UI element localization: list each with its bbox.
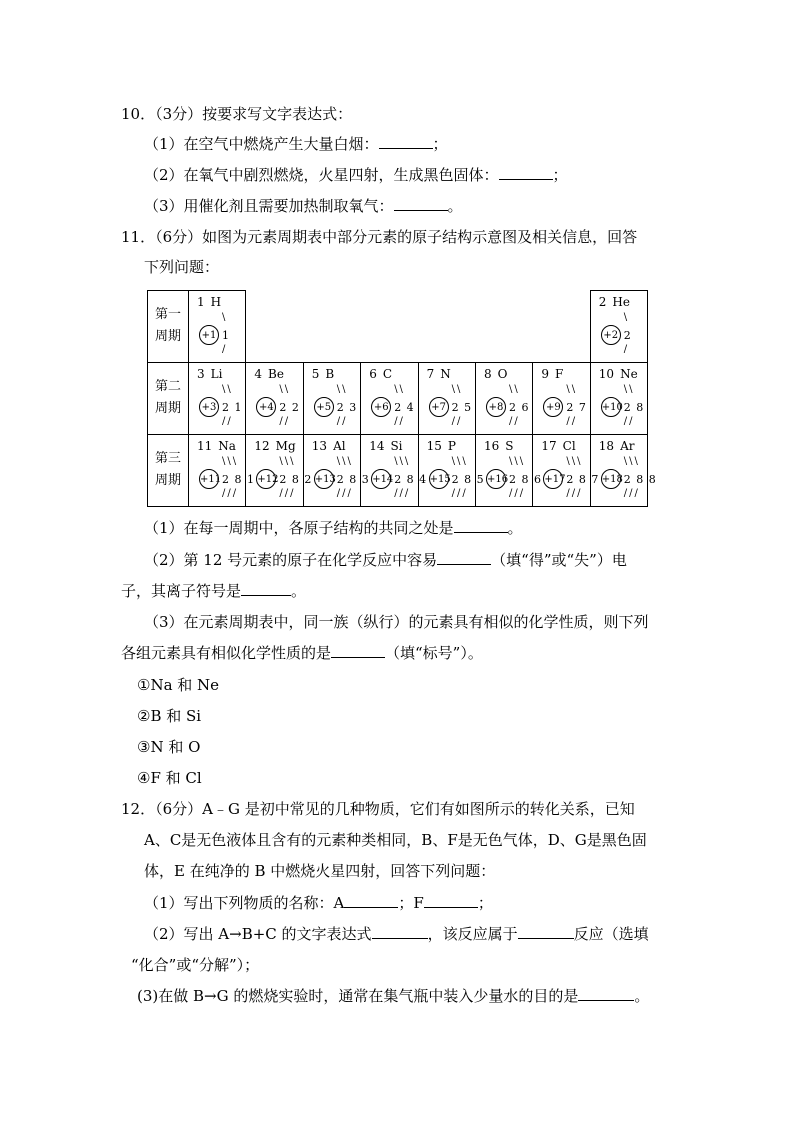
electron-shell-arcs: \ \ \	[222, 456, 237, 467]
electron-shell-counts: 2 8 3	[336, 473, 370, 486]
answer-blank[interactable]	[437, 550, 491, 565]
element-cell-mg	[245, 434, 313, 507]
q12-sub-1-end: ；	[477, 894, 493, 912]
q12-sub-2-mid: ，该反应属于	[427, 925, 518, 943]
electron-shell-counts: 2 8 2	[279, 473, 313, 486]
q12-sub-2-end: 反应（选填	[573, 925, 649, 943]
q12-sub-2	[144, 924, 649, 944]
q12-sub-2-line-2: “化合”或“分解”）；	[131, 956, 260, 974]
element-cell-c	[360, 362, 418, 435]
element-cell-be	[245, 362, 303, 435]
q11-title-line-2: 下列问题：	[144, 258, 220, 276]
nucleus-circle: +12	[256, 469, 276, 489]
electron-shell-arcs: \ \	[336, 384, 346, 395]
q12-sub-3-end: 。	[634, 987, 650, 1005]
element-number-symbol: 2 He	[598, 295, 630, 309]
answer-blank[interactable]	[241, 581, 291, 596]
electron-shell-arcs: \ \ \	[623, 456, 638, 467]
q11-sub-2-text: （2）第 12 号元素的原子在化学反应中容易	[144, 551, 438, 569]
q12-sub-1	[144, 893, 493, 913]
electron-shell-arcs: \	[222, 312, 226, 323]
q11-sub-2-line-2-end: 。	[291, 582, 307, 600]
q12-sub-3-text: (3)在做 B→G 的燃烧实验时，通常在集气瓶中装入少量水的目的是	[137, 987, 579, 1005]
element-cell-s	[475, 434, 542, 507]
nucleus-circle: +4	[256, 397, 276, 417]
element-number-symbol: 1 H	[197, 295, 222, 309]
element-number-symbol: 9 F	[541, 367, 564, 381]
q11-title-line-1: 11．（6分）如图为元素周期表中部分元素的原子结构示意图及相关信息，回答	[121, 228, 638, 246]
electron-shell-arcs: / /	[222, 416, 231, 427]
electron-shell-counts: 2 1	[222, 401, 243, 414]
electron-shell-arcs: \ \	[394, 384, 403, 395]
electron-shell-counts: 2 2	[279, 401, 300, 414]
answer-blank[interactable]	[379, 134, 433, 149]
q11-sub-1-end: 。	[507, 519, 523, 537]
electron-shell-arcs: / / /	[509, 488, 524, 499]
electron-shell-arcs: \ \ \	[336, 456, 351, 467]
q12-line-3: 体，E 在纯净的 B 中燃烧火星四射，回答下列问题：	[144, 862, 496, 880]
nucleus-circle: +5	[314, 397, 334, 417]
element-number-symbol: 12 Mg	[254, 439, 296, 453]
nucleus-circle: +14	[371, 469, 391, 489]
electron-shell-arcs: / /	[566, 416, 576, 427]
q10-item-3	[144, 196, 463, 216]
answer-blank[interactable]	[454, 518, 508, 533]
option-2: ②B 和 Si	[137, 707, 202, 725]
element-number-symbol: 17 Cl	[541, 439, 576, 453]
option-3: ③N 和 O	[137, 738, 201, 756]
electron-shell-counts: 2 8 5	[451, 473, 485, 486]
period-label: 第一 周期	[154, 307, 181, 344]
q12-sub-1-mid: ；F	[398, 894, 424, 912]
electron-shell-arcs: / / /	[394, 488, 409, 499]
electron-shell-arcs: \ \ \	[509, 456, 524, 467]
answer-blank[interactable]	[424, 893, 478, 908]
electron-shell-arcs: / / /	[451, 488, 466, 499]
answer-blank[interactable]	[344, 893, 398, 908]
electron-shell-counts: 2 8 8	[623, 473, 657, 486]
answer-blank[interactable]	[578, 986, 634, 1001]
electron-shell-counts: 2 5	[451, 401, 473, 414]
q12-line-2: A、C是无色液体且含有的元素种类相同，B、F是无色气体，D、G是黑色固	[144, 831, 647, 849]
electron-shell-arcs: / /	[279, 416, 289, 427]
period-label-cell	[147, 362, 189, 435]
electron-shell-arcs: \ \	[279, 384, 289, 395]
electron-shell-counts: 2 8 6	[509, 473, 542, 486]
period-label-cell	[147, 290, 189, 363]
q11-sub-2-line-2-text: 子，其离子符号是	[121, 582, 242, 600]
element-cell-f	[532, 362, 590, 435]
option-4: ④F 和 Cl	[137, 769, 202, 787]
q11-sub-2-line-2	[121, 581, 306, 601]
q11-sub-2-end: （填“得”或“失”）电	[491, 551, 627, 569]
electron-shell-arcs: / /	[509, 416, 518, 427]
electron-shell-arcs: / / /	[623, 488, 638, 499]
electron-shell-arcs: / /	[623, 416, 633, 427]
element-cell-n	[418, 362, 476, 435]
q10-item-3-text: （3）用催化剂且需要加热制取氧气：	[144, 197, 394, 215]
electron-shell-arcs: /	[222, 344, 226, 355]
q12-sub-2-text: （2）写出 A→B+C 的文字表达式	[144, 925, 372, 943]
q10-item-1-text: （1）在空气中燃烧产生大量白烟：	[144, 135, 379, 153]
electron-shell-arcs: / /	[451, 416, 461, 427]
period-label: 第三 周期	[154, 451, 181, 488]
electron-shell-counts: 2 6	[509, 401, 530, 414]
electron-shell-arcs: \ \	[451, 384, 461, 395]
element-cell-p	[418, 434, 485, 507]
electron-shell-arcs: \	[623, 312, 628, 323]
nucleus-circle: +1	[199, 325, 219, 345]
q11-sub-3-line-2-end: （填“标号”）。	[385, 644, 483, 662]
q11-sub-1-text: （1）在每一周期中，各原子结构的共同之处是	[144, 519, 454, 537]
element-number-symbol: 5 B	[311, 367, 335, 381]
q10-title: 10．（3分）按要求写文字表达式：	[121, 105, 353, 123]
element-number-symbol: 11 Na	[197, 439, 236, 453]
q11-sub-3-line-2-text: 各组元素具有相似化学性质的是	[121, 644, 332, 662]
element-number-symbol: 3 Li	[197, 367, 223, 381]
q11-sub-2-line-1	[144, 550, 627, 570]
element-number-symbol: 6 C	[369, 367, 393, 381]
element-cell-al	[303, 434, 370, 507]
electron-shell-arcs: / / /	[222, 488, 237, 499]
element-number-symbol: 14 Si	[369, 439, 403, 453]
q10-item-2	[144, 165, 568, 185]
q11-sub-3-line-2	[121, 643, 483, 663]
period-label-cell	[147, 434, 189, 507]
element-cell-he	[590, 290, 648, 363]
element-number-symbol: 13 Al	[311, 439, 346, 453]
element-number-symbol: 7 N	[426, 367, 451, 381]
electron-shell-arcs: /	[623, 344, 628, 355]
q11-sub-1	[144, 518, 523, 538]
element-number-symbol: 8 O	[484, 367, 508, 381]
electron-shell-counts: 1	[222, 329, 230, 342]
element-number-symbol: 16 S	[484, 439, 514, 453]
electron-shell-counts: 2 7	[566, 401, 587, 414]
element-cell-o	[475, 362, 533, 435]
electron-shell-counts: 2 8	[623, 401, 645, 414]
nucleus-circle: +10	[601, 397, 621, 417]
nucleus-circle: +8	[486, 397, 506, 417]
periodic-table-figure	[147, 290, 657, 506]
element-cell-cl	[532, 434, 600, 507]
period-label: 第二 周期	[154, 379, 181, 416]
q10-item-2-text: （2）在氧气中剧烈燃烧，火星四射，生成黑色固体：	[144, 166, 499, 184]
element-cell-na	[188, 434, 255, 507]
nucleus-circle: +6	[371, 397, 391, 417]
electron-shell-arcs: \ \ \	[394, 456, 409, 467]
element-cell-si	[360, 434, 428, 507]
element-cell-li	[188, 362, 246, 435]
electron-shell-counts: 2 8 1	[222, 473, 255, 486]
nucleus-circle: +2	[601, 325, 621, 345]
q12-line-1: 12．（6分）A﹣G 是初中常见的几种物质，它们有如图所示的转化关系，已知	[121, 800, 635, 818]
electron-shell-arcs: \ \	[509, 384, 518, 395]
element-cell-h	[188, 290, 246, 363]
element-cell-ne	[590, 362, 648, 435]
answer-blank[interactable]	[372, 924, 428, 939]
q12-sub-1-text: （1）写出下列物质的名称：A	[144, 894, 345, 912]
electron-shell-arcs: / /	[336, 416, 346, 427]
electron-shell-arcs: / / /	[279, 488, 294, 499]
electron-shell-counts: 2 8 4	[394, 473, 428, 486]
nucleus-circle: +3	[199, 397, 219, 417]
nucleus-circle: +18	[601, 469, 621, 489]
element-cell-ar	[590, 434, 657, 507]
nucleus-circle: +15	[429, 469, 449, 489]
electron-shell-arcs: \ \	[222, 384, 231, 395]
element-number-symbol: 18 Ar	[598, 439, 635, 453]
element-cell-b	[303, 362, 361, 435]
electron-shell-counts: 2	[623, 329, 632, 342]
q10-item-2-end: ；	[552, 166, 568, 184]
answer-blank[interactable]	[499, 165, 553, 180]
nucleus-circle: +17	[543, 469, 563, 489]
q12-sub-3	[137, 986, 649, 1006]
electron-shell-arcs: \ \	[623, 384, 633, 395]
element-number-symbol: 10 Ne	[598, 367, 638, 381]
electron-shell-arcs: \ \	[566, 384, 576, 395]
option-1: ①Na 和 Ne	[137, 676, 220, 694]
q10-item-3-end: 。	[447, 197, 463, 215]
electron-shell-counts: 2 4	[394, 401, 415, 414]
electron-shell-counts: 2 8 7	[566, 473, 600, 486]
electron-shell-arcs: / /	[394, 416, 403, 427]
electron-shell-arcs: / / /	[336, 488, 351, 499]
nucleus-circle: +11	[199, 469, 219, 489]
electron-shell-arcs: \ \ \	[451, 456, 466, 467]
q10-item-1	[144, 134, 448, 154]
nucleus-circle: +9	[543, 397, 563, 417]
nucleus-circle: +16	[486, 469, 506, 489]
element-number-symbol: 15 P	[426, 439, 456, 453]
electron-shell-counts: 2 3	[336, 401, 358, 414]
answer-blank[interactable]	[331, 643, 385, 658]
q11-sub-3-line-1: （3）在元素周期表中，同一族（纵行）的元素具有相似的化学性质，则下列	[144, 613, 649, 631]
q10-item-1-end: ；	[432, 135, 448, 153]
answer-blank[interactable]	[518, 924, 574, 939]
element-number-symbol: 4 Be	[254, 367, 284, 381]
electron-shell-arcs: \ \ \	[566, 456, 581, 467]
answer-blank[interactable]	[394, 196, 448, 211]
nucleus-circle: +13	[314, 469, 334, 489]
electron-shell-arcs: \ \ \	[279, 456, 294, 467]
electron-shell-arcs: / / /	[566, 488, 581, 499]
nucleus-circle: +7	[429, 397, 449, 417]
